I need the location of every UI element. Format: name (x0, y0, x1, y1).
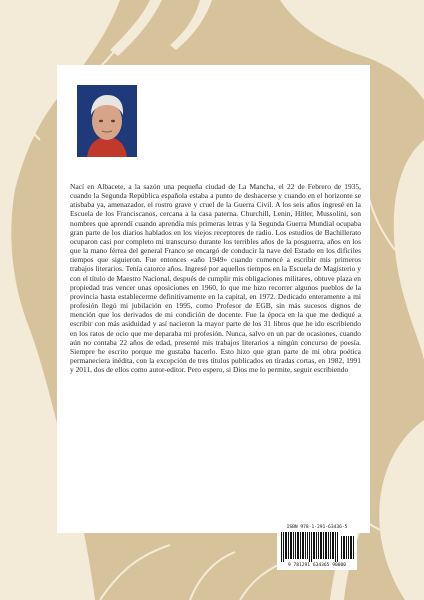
author-portrait-image (77, 85, 137, 157)
author-photo (77, 85, 137, 157)
author-biography: Nací en Albacete, a la sazón una pequeña ciudad de La Mancha, el 22 de Febrero de 1935, cuando la Segunda República española estaba a punto de deshacerse y cuando en el horizonte se atisbaba ya, amenazador, el rostro grave y cruel de la Guerra Civil. A los seis años ingresé en la Escuela de los Franciscanos, cercana a la casa paterna. Churchill, Lenin, Hitler, Mussolini, son nombres que aprendí cuando aprendía mis primeras letras y la Segunda Guerra Mundial ocupaba gran parte de los diarios hablados en los viejos receptores de radio. Los estudios de Bachillerato ocuparon casi por completo mi transcurso durante los terribles años de la posguerra, años en los que la mano férrea del general Franco se encargó de conducir la nave del Estado en los difíciles tiempos que siguieron. Fue entonces «año 1949» cuando comencé a escribir mis primeros trabajos literarios. Tenía catorce años. Ingresé por aquellos tiempos en la Escuela de Magisterio y con el título de Maestro Nacional, después de cumplir mis obligaciones militares, obtuve plaza en propiedad tras vencer unas oposiciones en 1960, lo que me hizo recorrer algunos pueblos de la provincia hasta establecerme definitivamente en la capital, en 1972. Dedicado enteramente a mi profesión llegó mi jubilación en 1995, como Profesor de EGB, sin más sucesos dignos de mención que los derivados de mi condición de docente. Fue la época en la que me dediqué a escribir con más asiduidad y así nacieron la mayor parte de los 31 libros que he ido escribiendo en los ratos de ocio que me deparaba mi profesión. Nunca, salvo en un par de ocasiones, cuando aún no contaba 22 años de edad, presenté mis trabajos literarios a ningún concurso de poesía. Siempre he escrito porque me gustaba hacerlo. Esto hizo que gran parte de mi obra poética permaneciera inédita, con la excepción de tres títulos publicados en tiradas cortas, en 1982, 1991 y 2011, dos de ellos como autor-editor. Pero espero, si Dios me lo permite, seguir escribiendo (70, 182, 361, 375)
text-panel (57, 65, 370, 533)
isbn-label: ISBN 978-1-291-63436-5 (286, 525, 348, 530)
price-code: 90000 (332, 563, 347, 568)
barcode-bars (279, 532, 355, 562)
isbn-barcode (277, 523, 357, 570)
barcode-number: 9 781291 634365 (287, 563, 330, 568)
barcode-digits (279, 563, 355, 568)
